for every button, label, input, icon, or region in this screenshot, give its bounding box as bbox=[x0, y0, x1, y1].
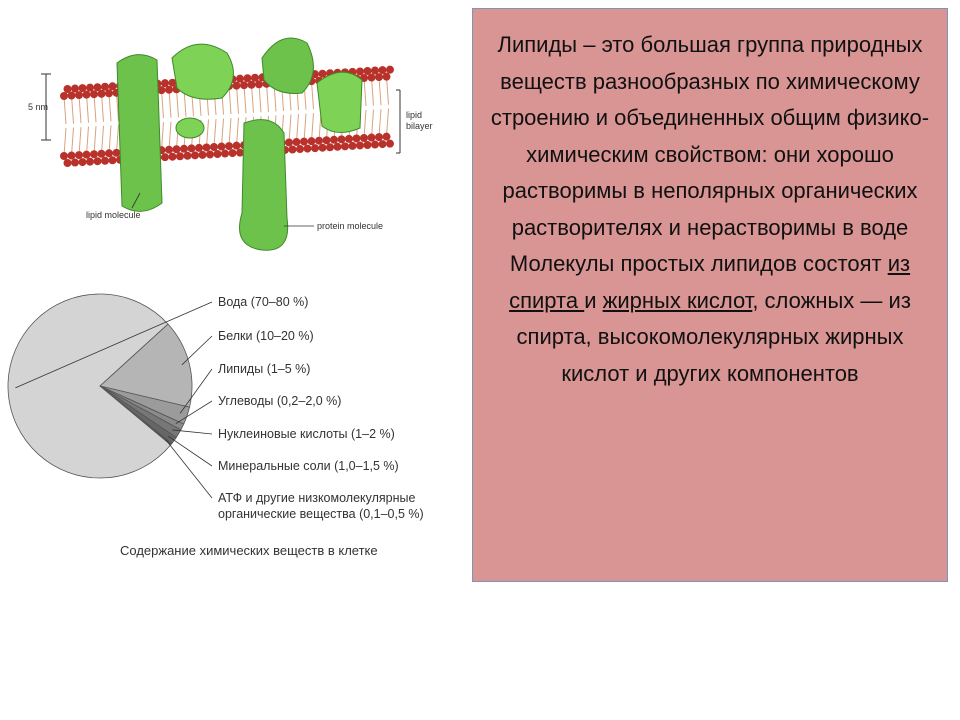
legend-nucleic-acids: Нуклеиновые кислоты (1–2 %) bbox=[218, 427, 395, 441]
legend-proteins: Белки (10–20 %) bbox=[218, 329, 314, 343]
lipid-head bbox=[79, 158, 87, 166]
lipid-head bbox=[158, 86, 166, 94]
lipid-head bbox=[214, 150, 222, 158]
lipid-head bbox=[330, 136, 338, 144]
lipid-head bbox=[375, 73, 383, 81]
lipid-head bbox=[60, 92, 68, 100]
lipid-head bbox=[199, 151, 207, 159]
protein-molecule-label: protein molecule bbox=[317, 221, 384, 231]
alcohol-link-text: из спирта bbox=[509, 251, 911, 313]
composition-paragraph bbox=[489, 246, 931, 392]
lipid-tail bbox=[222, 119, 224, 147]
lipid-head bbox=[356, 141, 364, 149]
text-part-c: , сложных — из спирта, высокомолекулярных жирных кислот и других компонентов bbox=[516, 287, 911, 386]
lipid-head bbox=[165, 86, 173, 94]
lipid-tail bbox=[237, 86, 239, 114]
lipid-head bbox=[221, 150, 229, 158]
lipid-head bbox=[300, 138, 308, 146]
lipid-tail bbox=[267, 84, 269, 112]
lipid-head bbox=[383, 133, 391, 141]
lipid-head bbox=[379, 140, 387, 148]
lipid-tail bbox=[94, 126, 96, 154]
lipid-head bbox=[68, 152, 76, 160]
lipid-head bbox=[308, 137, 316, 145]
lipid-head bbox=[360, 134, 368, 142]
lipid-head bbox=[184, 152, 192, 160]
membrane-illustration bbox=[22, 18, 452, 268]
lipid-head bbox=[386, 140, 394, 148]
bilayer-label-line1: lipid bbox=[406, 110, 423, 120]
lipid-head bbox=[368, 134, 376, 142]
lipid-head bbox=[225, 142, 233, 150]
lipid-head bbox=[386, 66, 394, 74]
lipid-head bbox=[101, 157, 109, 165]
text-part-a: Молекулы простых липидов состоят bbox=[509, 251, 888, 276]
lipid-head bbox=[338, 135, 346, 143]
lipid-tail bbox=[229, 86, 231, 114]
lipid-head bbox=[165, 146, 173, 154]
lipid-head bbox=[105, 89, 113, 97]
legend-water: Вода (70–80 %) bbox=[218, 295, 309, 309]
lipid-head bbox=[98, 150, 106, 158]
lipid-head bbox=[368, 74, 376, 82]
bilayer-label-line2: bilayer bbox=[406, 121, 433, 131]
lipid-head bbox=[203, 143, 211, 151]
lipid-tail bbox=[109, 125, 111, 153]
lipid-tail bbox=[177, 89, 179, 117]
lipid-molecule-label: lipid molecule bbox=[86, 210, 141, 220]
lipid-tail bbox=[214, 119, 216, 147]
lipid-tail bbox=[372, 78, 374, 106]
fatty-acids-link-text: жирных кислот bbox=[602, 287, 753, 313]
legend-mineral-salts: Минеральные соли (1,0–1,5 %) bbox=[218, 459, 399, 473]
lipids-definition-box bbox=[472, 8, 948, 582]
lipid-head bbox=[86, 158, 94, 166]
lipid-head bbox=[383, 73, 391, 81]
lipid-head bbox=[233, 142, 241, 150]
lipid-tail bbox=[109, 93, 111, 121]
legend-carbohydrates: Углеводы (0,2–2,0 %) bbox=[218, 394, 342, 408]
lipid-tail bbox=[372, 110, 374, 138]
lipid-head bbox=[161, 153, 169, 161]
pie-leader-line bbox=[166, 440, 212, 498]
lipid-tail bbox=[72, 128, 74, 156]
lipid-head bbox=[371, 141, 379, 149]
lipid-head bbox=[191, 151, 199, 159]
lipid-tail bbox=[252, 85, 254, 113]
lipid-head bbox=[345, 135, 353, 143]
lipid-tail bbox=[387, 109, 389, 137]
lipid-head bbox=[60, 152, 68, 160]
lipid-bilayer-diagram bbox=[22, 18, 452, 268]
lipid-tail bbox=[87, 127, 89, 155]
lipid-head bbox=[68, 92, 76, 100]
legend-atp-line2: органические вещества (0,1–0,5 %) bbox=[218, 507, 424, 521]
lipid-head bbox=[176, 152, 184, 160]
lipid-head bbox=[83, 91, 91, 99]
lipid-tail bbox=[237, 118, 239, 146]
lipid-tail bbox=[244, 85, 246, 113]
lipid-head bbox=[304, 145, 312, 153]
lipid-head bbox=[315, 137, 323, 145]
lipid-head bbox=[169, 153, 177, 161]
lipid-head bbox=[311, 144, 319, 152]
text-part-b: и bbox=[584, 287, 603, 313]
lipid-head bbox=[229, 149, 237, 157]
lipid-tail bbox=[259, 84, 261, 112]
lipid-head bbox=[375, 133, 383, 141]
lipid-tail bbox=[79, 127, 81, 155]
lipid-tail bbox=[312, 113, 314, 141]
lipid-head bbox=[105, 149, 113, 157]
lipid-tail bbox=[87, 95, 89, 123]
lipid-head bbox=[90, 150, 98, 158]
lipid-tail bbox=[162, 122, 164, 150]
lipid-tail bbox=[304, 114, 306, 142]
lipid-head bbox=[349, 142, 357, 150]
lipid-tail bbox=[169, 122, 171, 150]
lipid-head bbox=[206, 150, 214, 158]
legend-atp-line1: АТФ и другие низкомолекулярные bbox=[218, 491, 416, 505]
lipid-tail bbox=[102, 126, 104, 154]
chemical-composition-chart bbox=[0, 285, 470, 565]
lipid-tail bbox=[207, 119, 209, 147]
lipid-head bbox=[195, 144, 203, 152]
lipid-tail bbox=[379, 77, 381, 105]
lipid-tail bbox=[72, 96, 74, 124]
legend-lipids: Липиды (1–5 %) bbox=[218, 362, 311, 376]
lipid-tail bbox=[229, 118, 231, 146]
lipid-tail bbox=[64, 96, 66, 124]
lipid-tail bbox=[169, 90, 171, 118]
lipid-head bbox=[233, 82, 241, 90]
lipid-head bbox=[218, 143, 226, 151]
chart-caption: Содержание химических веществ в клетке bbox=[120, 543, 378, 558]
definition-paragraph: Липиды – это большая группа природных веществ разнообразных по химическому строению и объединенных общим физико-химическим свойством: они хорошо растворимы в неполярных органических растворителях и нерастворимы в воде bbox=[490, 32, 930, 240]
lipid-head bbox=[296, 145, 304, 153]
lipid-tail bbox=[79, 95, 81, 123]
lipid-head bbox=[188, 144, 196, 152]
lipid-head bbox=[289, 146, 297, 154]
lipid-head bbox=[255, 80, 263, 88]
lipid-tail bbox=[289, 115, 291, 143]
lipid-tail bbox=[387, 77, 389, 105]
lipid-tail bbox=[297, 114, 299, 142]
lipid-head bbox=[248, 81, 256, 89]
lipid-tail bbox=[117, 125, 119, 153]
lipid-tail bbox=[379, 109, 381, 137]
lipid-head bbox=[364, 141, 372, 149]
lipid-head bbox=[173, 145, 181, 153]
lipid-tail bbox=[64, 128, 66, 156]
pie-leader-line bbox=[182, 336, 212, 365]
lipid-head bbox=[285, 139, 293, 147]
lipid-tail bbox=[364, 110, 366, 138]
lipid-head bbox=[113, 149, 121, 157]
lipid-head bbox=[109, 156, 117, 164]
lipid-head bbox=[210, 143, 218, 151]
lipid-head bbox=[323, 136, 331, 144]
lipid-head bbox=[240, 81, 248, 89]
lipid-tail bbox=[364, 78, 366, 106]
lipid-head bbox=[326, 143, 334, 151]
lipid-head bbox=[64, 159, 72, 167]
lipid-head bbox=[90, 90, 98, 98]
lipid-head bbox=[75, 151, 83, 159]
lipid-head bbox=[71, 159, 79, 167]
lipid-tail bbox=[162, 90, 164, 118]
lipid-head bbox=[334, 143, 342, 151]
lipid-head bbox=[75, 91, 83, 99]
lipid-head bbox=[83, 151, 91, 159]
lipid-head bbox=[353, 134, 361, 142]
lipid-tail bbox=[94, 94, 96, 122]
lipid-head bbox=[293, 138, 301, 146]
pie-chart bbox=[0, 285, 470, 565]
lipid-tail bbox=[102, 94, 104, 122]
lipid-head bbox=[180, 145, 188, 153]
lipid-tail bbox=[312, 81, 314, 109]
lipid-head bbox=[319, 144, 327, 152]
lipid-head bbox=[341, 142, 349, 150]
lipid-head bbox=[98, 90, 106, 98]
lipid-head bbox=[94, 157, 102, 165]
scale-label: 5 nm bbox=[28, 102, 49, 112]
